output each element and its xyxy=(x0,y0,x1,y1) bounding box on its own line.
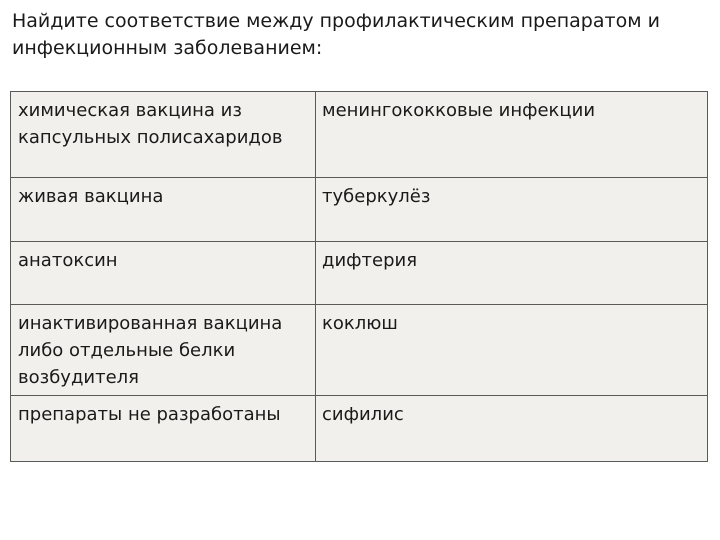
table-row xyxy=(11,305,708,396)
table-row xyxy=(11,396,708,462)
prophylactic-agent-cell: живая вакцина xyxy=(11,178,316,242)
title-line-2: инфекционным заболеванием: xyxy=(12,37,323,59)
disease-cell: дифтерия xyxy=(316,242,708,305)
prophylactic-agent-cell: препараты не разработаны xyxy=(11,396,316,462)
disease-cell: менингококковые инфекции xyxy=(316,92,708,178)
prophylactic-agent-cell: инактивированная вакцина либо отдельные белки возбудителя xyxy=(11,305,316,396)
prophylactic-agent-cell: химическая вакцина из капсульных полисахаридов xyxy=(11,92,316,178)
table-row xyxy=(11,92,708,178)
prophylactic-agent-cell: анатоксин xyxy=(11,242,316,305)
table-row xyxy=(11,178,708,242)
table-row xyxy=(11,242,708,305)
disease-cell: туберкулёз xyxy=(316,178,708,242)
page-title xyxy=(12,8,702,62)
title-line-1: Найдите соответствие между профилактическим препаратом и xyxy=(12,10,660,32)
disease-cell: сифилис xyxy=(316,396,708,462)
disease-cell: коклюш xyxy=(316,305,708,396)
matching-table xyxy=(10,91,708,462)
